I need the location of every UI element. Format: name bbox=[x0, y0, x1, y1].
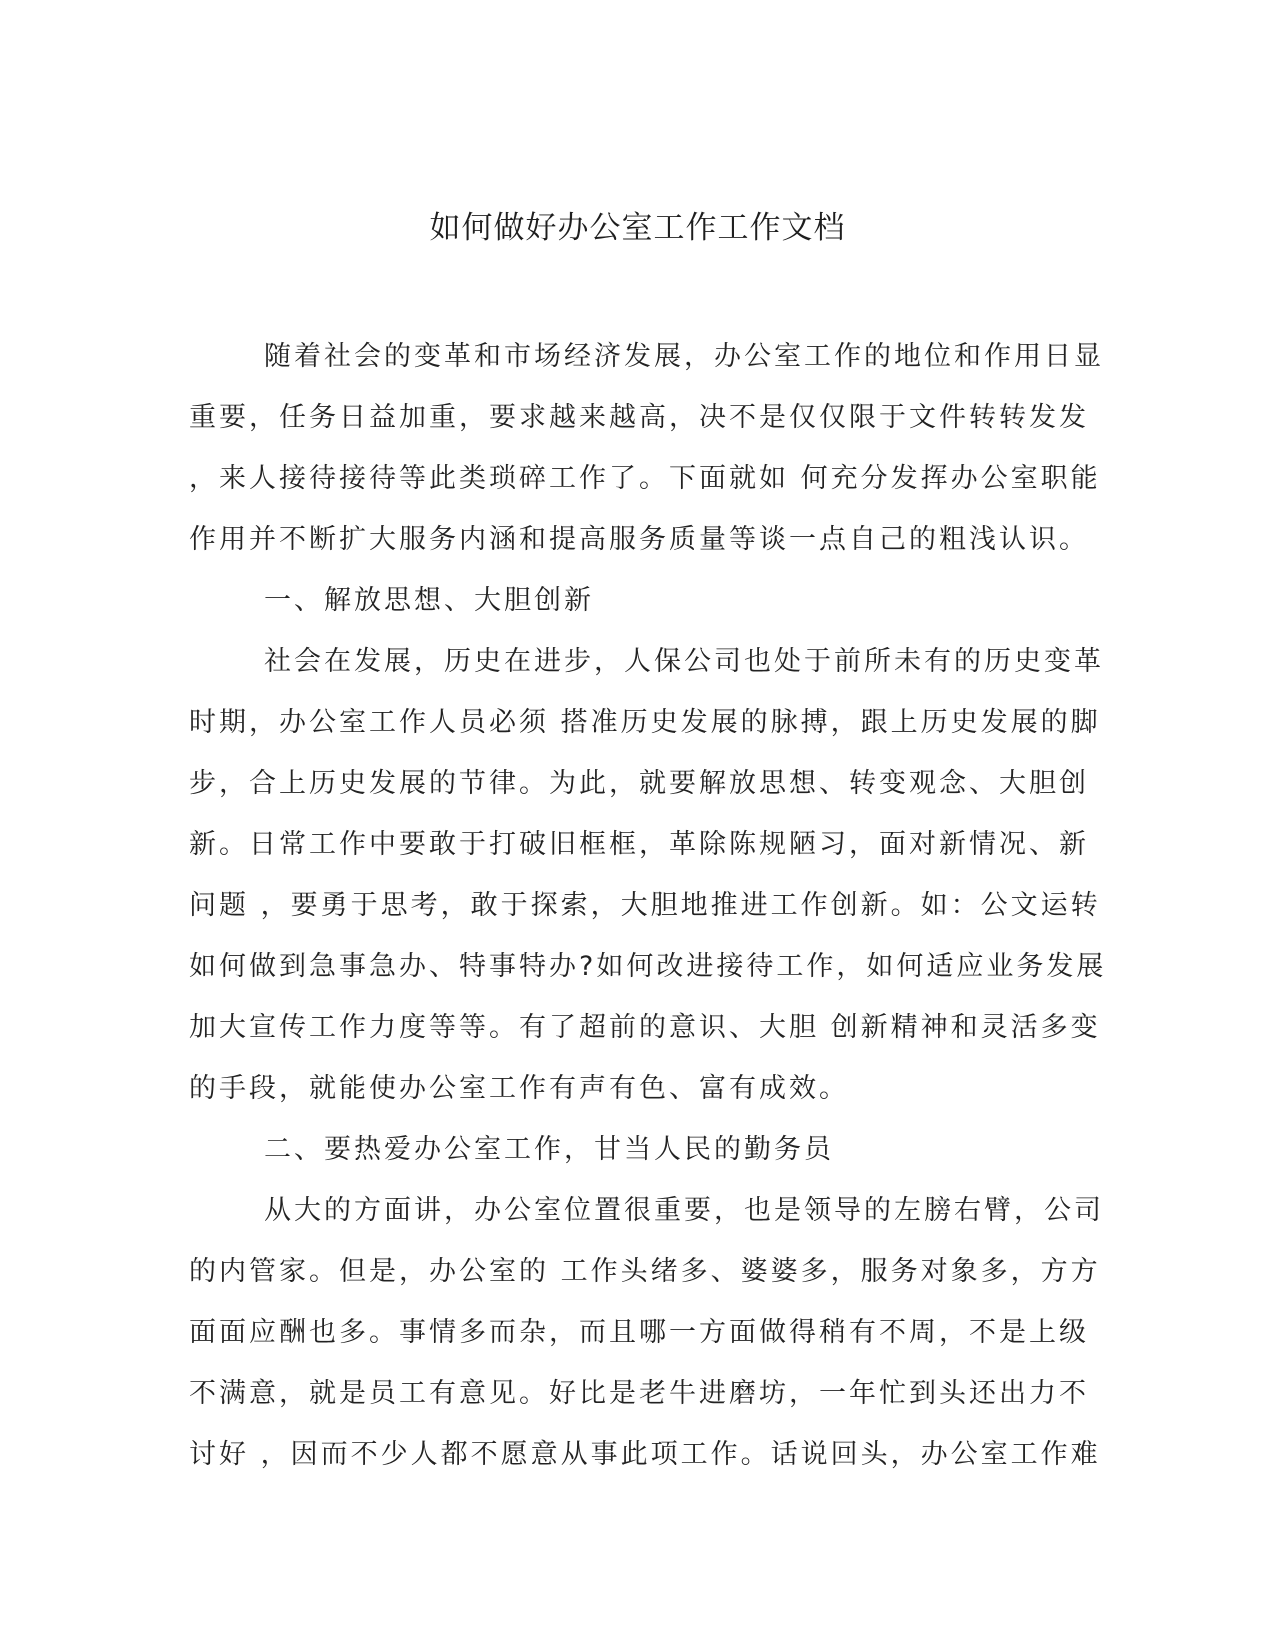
text-line: 新。日常工作中要敢于打破旧框框，革除陈规陋习，面对新情况、新 bbox=[189, 829, 1089, 860]
section-heading-1: 一、解放思想、大胆创新 bbox=[264, 585, 594, 616]
text-line: 重要，任务日益加重，要求越来越高，决不是仅仅限于文件转转发发 bbox=[189, 402, 1089, 433]
text-line: 时期，办公室工作人员必须 搭准历史发展的脉搏，跟上历史发展的脚 bbox=[189, 707, 1101, 738]
text-line: 步，合上历史发展的节律。为此，就要解放思想、转变观念、大胆创 bbox=[189, 768, 1089, 799]
text-line: 的内管家。但是，办公室的 工作头绪多、婆婆多，服务对象多，方方 bbox=[189, 1256, 1101, 1287]
section-heading-2: 二、要热爱办公室工作，甘当人民的勤务员 bbox=[264, 1134, 834, 1165]
text-line: 问题 ，要勇于思考，敢于探索，大胆地推进工作创新。如：公文运转 bbox=[189, 890, 1101, 921]
text-line: 社会在发展，历史在进步，人保公司也处于前所未有的历史变革 bbox=[264, 646, 1104, 677]
text-line: 如何做到急事急办、特事特办?如何改进接待工作，如何适应业务发展 bbox=[189, 951, 1107, 982]
document-body bbox=[189, 326, 1107, 1485]
text-line: 的手段，就能使办公室工作有声有色、富有成效。 bbox=[189, 1073, 849, 1104]
text-line: 作用并不断扩大服务内涵和提高服务质量等谈一点自己的粗浅认识。 bbox=[189, 524, 1089, 555]
text-line: 随着社会的变革和市场经济发展，办公室工作的地位和作用日显 bbox=[264, 341, 1104, 372]
text-line: ，来人接待接待等此类琐碎工作了。下面就如 何充分发挥办公室职能 bbox=[189, 463, 1101, 494]
text-line: 不满意，就是员工有意见。好比是老牛进磨坊，一年忙到头还出力不 bbox=[189, 1378, 1089, 1409]
text-line: 加大宣传工作力度等等。有了超前的意识、大胆 创新精神和灵活多变 bbox=[189, 1012, 1101, 1043]
text-line: 讨好 ，因而不少人都不愿意从事此项工作。话说回头，办公室工作难 bbox=[189, 1439, 1101, 1470]
text-line: 从大的方面讲，办公室位置很重要，也是领导的左膀右臂，公司 bbox=[264, 1195, 1104, 1226]
text-line: 面面应酬也多。事情多而杂，而且哪一方面做得稍有不周，不是上级 bbox=[189, 1317, 1089, 1348]
document-title: 如何做好办公室工作工作文档 bbox=[429, 210, 846, 246]
